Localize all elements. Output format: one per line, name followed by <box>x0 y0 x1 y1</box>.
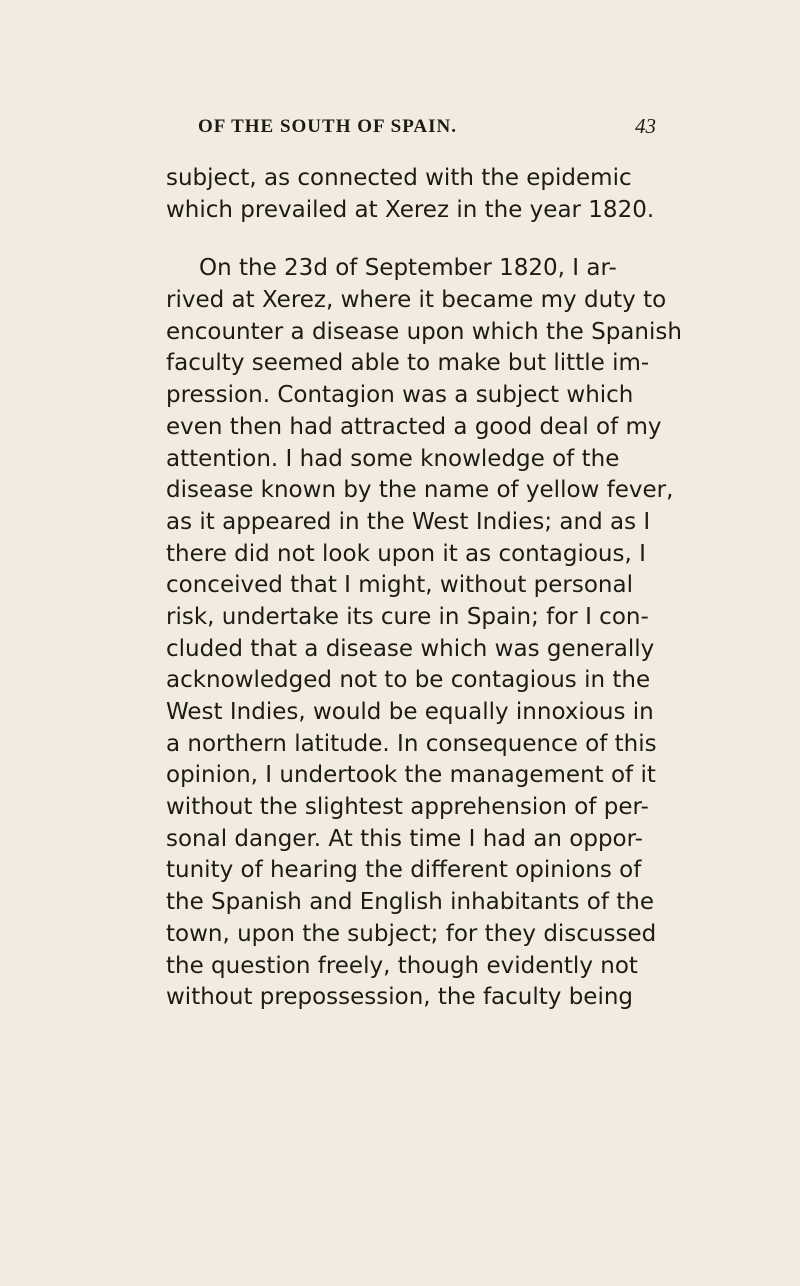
text-line: even then had attracted a good deal of my <box>166 413 662 440</box>
text-line: without the slightest apprehension of per- <box>166 794 649 821</box>
text-line: a northern latitude. In consequence of this <box>166 730 657 757</box>
text-line: attention. I had some knowledge of the <box>166 445 620 472</box>
text-line: there did not look upon it as contagious, I <box>166 540 646 567</box>
text-line: sonal danger. At this time I had an oppor- <box>166 825 643 852</box>
body-text <box>166 163 686 1014</box>
text-line: opinion, I undertook the management of it <box>166 762 656 789</box>
text-line: risk, undertake its cure in Spain; for I con- <box>166 603 649 630</box>
text-line: faculty seemed able to make but little im- <box>166 350 650 377</box>
paragraph-arrival-at-xerez <box>166 253 686 1014</box>
text-line: On the 23d of September 1820, I ar- <box>199 255 617 282</box>
running-head <box>198 116 656 140</box>
text-line: which prevailed at Xerez in the year 1820. <box>166 196 655 223</box>
text-line: cluded that a disease which was generally <box>166 635 655 662</box>
text-line: conceived that I might, without personal <box>166 572 633 599</box>
running-head-title: OF THE SOUTH OF SPAIN. <box>198 116 458 137</box>
text-line: without prepossession, the faculty being <box>166 984 634 1011</box>
paragraph-gap <box>166 226 686 253</box>
page-number: 43 <box>635 114 656 138</box>
text-line: pression. Contagion was a subject which <box>166 382 634 409</box>
text-line: subject, as connected with the epidemic <box>166 165 632 191</box>
text-line: the question freely, though evidently not <box>166 952 638 979</box>
text-line: West Indies, would be equally innoxious in <box>166 699 654 725</box>
text-line: acknowledged not to be contagious in the <box>166 667 651 694</box>
text-line: as it appeared in the West Indies; and as I <box>166 508 651 535</box>
text-line: encounter a disease upon which the Spanish <box>166 318 682 345</box>
paragraph-continuation <box>166 163 686 226</box>
text-line: rived at Xerez, where it became my duty to <box>166 287 667 314</box>
text-line: town, upon the subject; for they discussed <box>166 920 657 947</box>
text-line: the Spanish and English inhabitants of the <box>166 889 654 916</box>
text-line: tunity of hearing the different opinions of <box>166 857 642 884</box>
text-line: disease known by the name of yellow fever, <box>166 477 674 504</box>
